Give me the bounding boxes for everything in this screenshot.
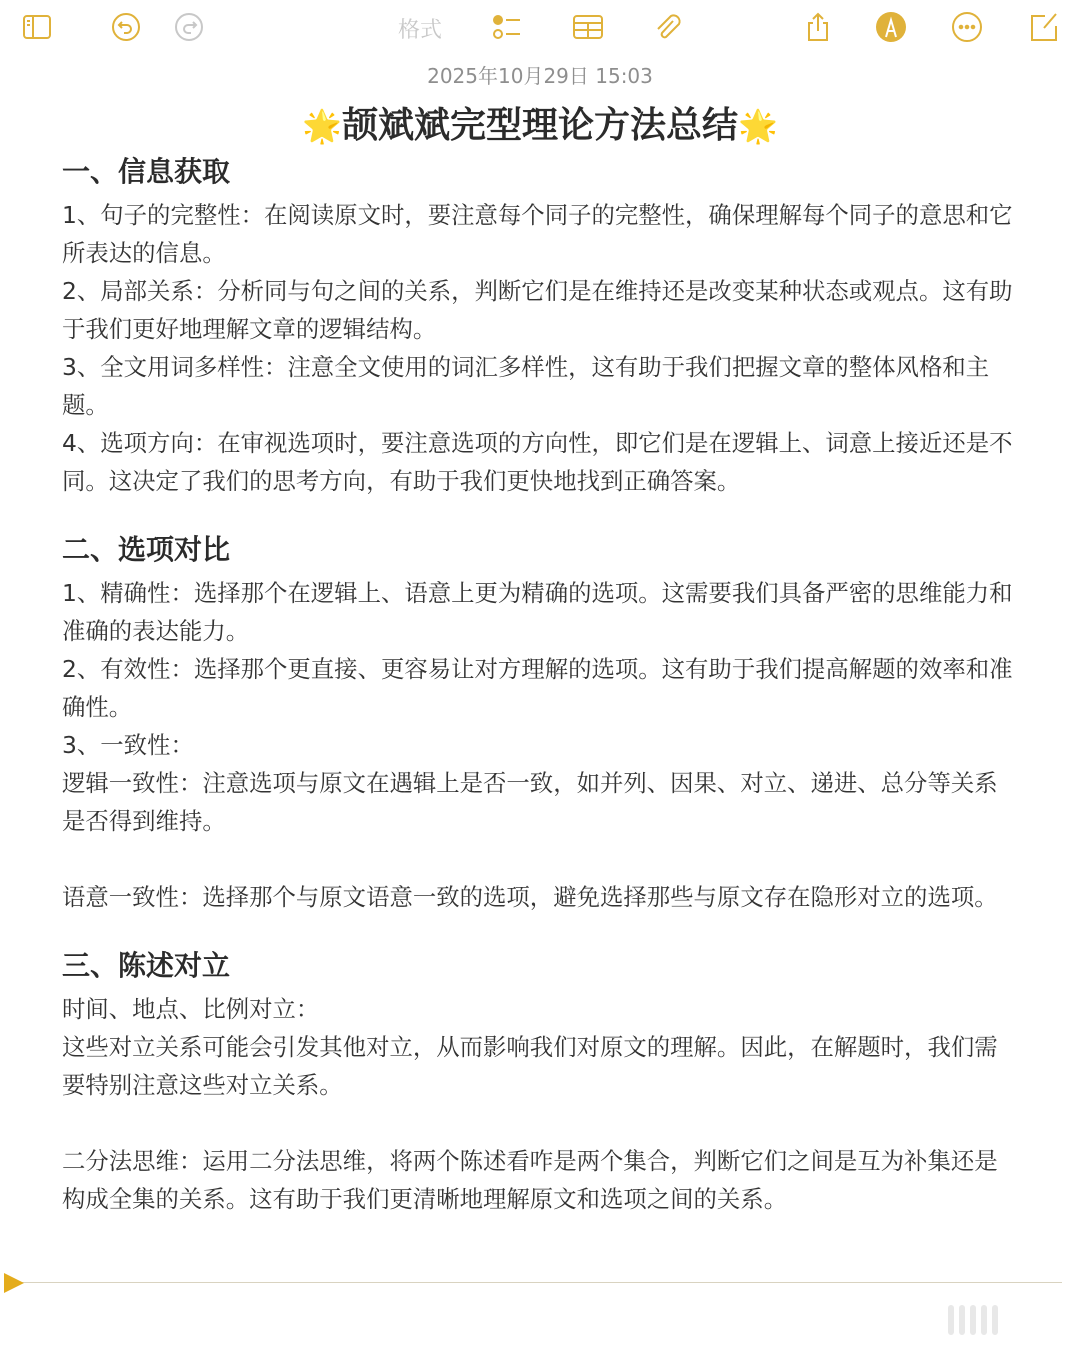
paragraph: 2、局部关系：分析同与句之间的关系，判断它们是在维持还是改变某种状态或观点。这有助于我们更好地理解文章的逻辑结构。	[62, 277, 1013, 343]
star-emoji-icon: 🌟	[302, 107, 342, 145]
paragraph: 1、精确性：选择那个在逻辑上、语意上更为精确的选项。这需要我们具备严密的思维能力和准确的表达能力。	[62, 579, 1013, 645]
paragraph: 3、一致性：	[62, 731, 194, 759]
markup-icon[interactable]	[874, 10, 908, 44]
format-button[interactable]: 格式	[398, 18, 443, 43]
share-icon[interactable]	[801, 10, 835, 44]
cursor-marker-icon	[4, 1273, 24, 1293]
toolbar	[0, 0, 1080, 55]
watermark-icon	[948, 1305, 998, 1335]
star-emoji-icon: 🌟	[738, 107, 778, 145]
note-title-text: 颉斌斌完型理论方法总结	[341, 105, 738, 146]
paragraph: 3、全文用词多样性：注意全文使用的词汇多样性，这有助于我们把握文章的整体风格和主题。	[62, 353, 990, 419]
section-heading: 一、信息获取	[62, 155, 231, 188]
note-title	[0, 97, 1080, 148]
note-date: 2025年10月29日 15:03	[427, 64, 653, 88]
redo-icon[interactable]	[172, 10, 206, 44]
paragraph: 1、句子的完整性：在阅读原文时，要注意每个同子的完整性，确保理解每个同子的意思和它所表达的信息。	[62, 201, 1013, 267]
paragraph: 语意一致性：选择那个与原文语意一致的选项，避免选择那些与原文存在隐形对立的选项。	[62, 883, 998, 911]
table-icon[interactable]	[571, 10, 605, 44]
section-heading: 二、选项对比	[62, 533, 231, 566]
paragraph: 4、选项方向：在审视选项时，要注意选项的方向性，即它们是在逻辑上、词意上接近还是不同。这决定了我们的思考方向，有助于我们更快地找到正确答案。	[62, 429, 1013, 495]
note-body[interactable]	[62, 150, 1020, 1218]
attachment-icon[interactable]	[650, 10, 684, 44]
paragraph: 二分法思维：运用二分法思维，将两个陈述看咋是两个集合，判断它们之间是互为补集还是构成全集的关系。这有助于我们更清晰地理解原文和选项之间的关系。	[62, 1147, 998, 1213]
compose-icon[interactable]	[1027, 10, 1061, 44]
paragraph: 2、有效性：选择那个更直接、更容易让对方理解的选项。这有助于我们提高解题的效率和准确性。	[62, 655, 1013, 721]
section-heading: 三、陈述对立	[62, 949, 231, 982]
checklist-icon[interactable]	[490, 10, 524, 44]
paragraph: 时间、地点、比例对立：	[62, 995, 320, 1023]
paragraph: 逻辑一致性：注意选项与原文在遇辑上是否一致，如并列、因果、对立、递进、总分等关系是否得到维持。	[62, 769, 998, 835]
more-icon[interactable]	[950, 10, 984, 44]
sidebar-icon[interactable]	[20, 10, 54, 44]
paragraph: 这些对立关系可能会引发其他对立，从而影响我们对原文的理解。因此，在解题时，我们需要特别注意这些对立关系。	[62, 1033, 998, 1099]
divider	[20, 1282, 1062, 1283]
undo-icon[interactable]	[109, 10, 143, 44]
